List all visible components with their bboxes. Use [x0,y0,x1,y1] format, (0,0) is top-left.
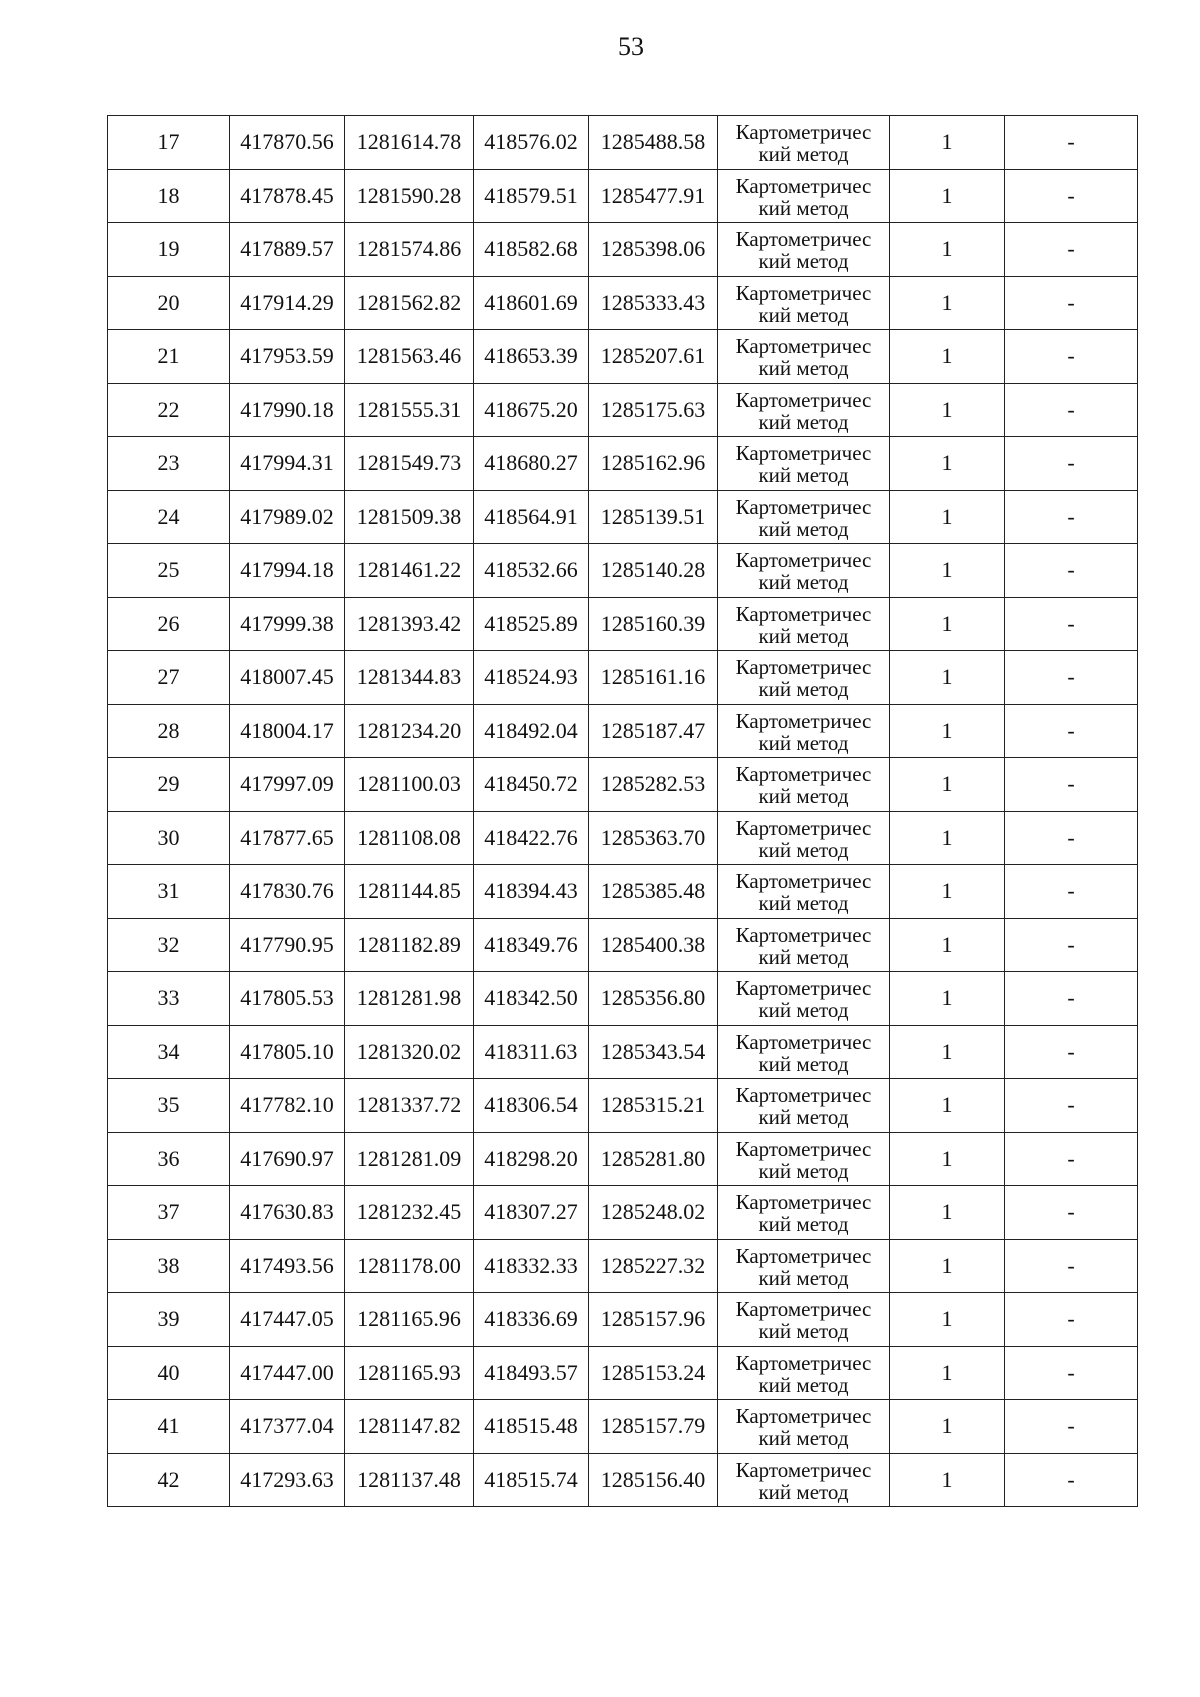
method-line-1: Картометричес [735,441,872,466]
method-line-2: кий метод [758,677,849,702]
note-cell: - [1005,1293,1138,1347]
accuracy-cell: 1 [890,330,1005,384]
x1-cell: 417997.09 [230,758,345,812]
method-line-1: Картометричес [735,976,872,1001]
method-cell [718,1400,890,1454]
x1-cell: 417377.04 [230,1400,345,1454]
point-number-cell: 35 [108,1079,230,1133]
note-cell: - [1005,597,1138,651]
method-cell [718,330,890,384]
x1-cell: 417994.18 [230,544,345,598]
note-cell: - [1005,437,1138,491]
table-row [108,918,1138,972]
method-line-2: кий метод [758,1479,849,1504]
method-cell [718,1346,890,1400]
accuracy-cell: 1 [890,1025,1005,1079]
x1-cell: 417805.53 [230,972,345,1026]
note-cell: - [1005,1239,1138,1293]
x1-cell: 417914.29 [230,276,345,330]
method-line-1: Картометричес [735,1297,872,1322]
y1-cell: 1281281.98 [345,972,474,1026]
method-line-1: Картометричес [735,548,872,573]
accuracy-cell: 1 [890,1293,1005,1347]
y1-cell: 1281178.00 [345,1239,474,1293]
y2-cell: 1285363.70 [589,811,718,865]
method-line-2: кий метод [758,891,849,916]
method-cell [718,1132,890,1186]
table-row [108,1453,1138,1507]
method-line-1: Картометричес [735,494,872,519]
note-cell: - [1005,1025,1138,1079]
x2-cell: 418307.27 [474,1186,589,1240]
table-row [108,276,1138,330]
x2-cell: 418349.76 [474,918,589,972]
method-line-1: Картометричес [735,815,872,840]
accuracy-cell: 1 [890,490,1005,544]
method-line-1: Картометричес [735,1136,872,1161]
method-cell [718,1186,890,1240]
y1-cell: 1281137.48 [345,1453,474,1507]
method-line-2: кий метод [758,463,849,488]
note-cell: - [1005,1132,1138,1186]
table-row [108,116,1138,170]
point-number-cell: 19 [108,223,230,277]
y2-cell: 1285157.79 [589,1400,718,1454]
method-cell [718,276,890,330]
point-number-cell: 33 [108,972,230,1026]
x2-cell: 418601.69 [474,276,589,330]
method-line-2: кий метод [758,944,849,969]
method-line-2: кий метод [758,570,849,595]
accuracy-cell: 1 [890,972,1005,1026]
note-cell: - [1005,383,1138,437]
table-row [108,1239,1138,1293]
y2-cell: 1285207.61 [589,330,718,384]
method-line-2: кий метод [758,142,849,167]
x1-cell: 417999.38 [230,597,345,651]
note-cell: - [1005,169,1138,223]
method-line-1: Картометричес [735,1457,872,1482]
method-cell [718,704,890,758]
y1-cell: 1281144.85 [345,865,474,919]
accuracy-cell: 1 [890,811,1005,865]
method-line-2: кий метод [758,784,849,809]
y2-cell: 1285139.51 [589,490,718,544]
x2-cell: 418675.20 [474,383,589,437]
accuracy-cell: 1 [890,918,1005,972]
x1-cell: 417630.83 [230,1186,345,1240]
table-row [108,704,1138,758]
table-row [108,865,1138,919]
x1-cell: 417790.95 [230,918,345,972]
y2-cell: 1285282.53 [589,758,718,812]
note-cell: - [1005,1346,1138,1400]
method-line-2: кий метод [758,1212,849,1237]
method-line-1: Картометричес [735,708,872,733]
y2-cell: 1285385.48 [589,865,718,919]
point-number-cell: 29 [108,758,230,812]
y1-cell: 1281555.31 [345,383,474,437]
y2-cell: 1285356.80 [589,972,718,1026]
x1-cell: 417447.05 [230,1293,345,1347]
method-cell [718,383,890,437]
point-number-cell: 39 [108,1293,230,1347]
accuracy-cell: 1 [890,169,1005,223]
x2-cell: 418422.76 [474,811,589,865]
table-row [108,223,1138,277]
x1-cell: 417878.45 [230,169,345,223]
note-cell: - [1005,704,1138,758]
method-line-2: кий метод [758,195,849,220]
x2-cell: 418450.72 [474,758,589,812]
accuracy-cell: 1 [890,223,1005,277]
method-line-1: Картометричес [735,655,872,680]
table-row [108,1293,1138,1347]
accuracy-cell: 1 [890,1186,1005,1240]
y1-cell: 1281165.96 [345,1293,474,1347]
x2-cell: 418564.91 [474,490,589,544]
method-cell [718,865,890,919]
x1-cell: 417889.57 [230,223,345,277]
method-line-1: Картометричес [735,173,872,198]
x2-cell: 418311.63 [474,1025,589,1079]
accuracy-cell: 1 [890,1079,1005,1133]
point-number-cell: 34 [108,1025,230,1079]
x2-cell: 418579.51 [474,169,589,223]
y2-cell: 1285153.24 [589,1346,718,1400]
x2-cell: 418493.57 [474,1346,589,1400]
method-line-1: Картометричес [735,1350,872,1375]
x2-cell: 418524.93 [474,651,589,705]
note-cell: - [1005,918,1138,972]
method-cell [718,918,890,972]
table-row [108,330,1138,384]
table-row [108,437,1138,491]
coordinates-table [107,115,1138,1507]
y1-cell: 1281232.45 [345,1186,474,1240]
x2-cell: 418492.04 [474,704,589,758]
accuracy-cell: 1 [890,704,1005,758]
y2-cell: 1285398.06 [589,223,718,277]
accuracy-cell: 1 [890,758,1005,812]
method-cell [718,758,890,812]
point-number-cell: 24 [108,490,230,544]
note-cell: - [1005,972,1138,1026]
point-number-cell: 18 [108,169,230,223]
table-row [108,383,1138,437]
point-number-cell: 32 [108,918,230,972]
point-number-cell: 42 [108,1453,230,1507]
y1-cell: 1281320.02 [345,1025,474,1079]
method-line-1: Картометричес [735,1404,872,1429]
method-line-1: Картометричес [735,227,872,252]
method-cell [718,597,890,651]
y1-cell: 1281344.83 [345,651,474,705]
x2-cell: 418525.89 [474,597,589,651]
x2-cell: 418653.39 [474,330,589,384]
method-line-1: Картометричес [735,922,872,947]
method-cell [718,972,890,1026]
point-number-cell: 36 [108,1132,230,1186]
point-number-cell: 38 [108,1239,230,1293]
y2-cell: 1285315.21 [589,1079,718,1133]
accuracy-cell: 1 [890,651,1005,705]
y2-cell: 1285400.38 [589,918,718,972]
method-line-2: кий метод [758,730,849,755]
x1-cell: 417293.63 [230,1453,345,1507]
y2-cell: 1285227.32 [589,1239,718,1293]
accuracy-cell: 1 [890,597,1005,651]
accuracy-cell: 1 [890,544,1005,598]
x2-cell: 418342.50 [474,972,589,1026]
x1-cell: 417493.56 [230,1239,345,1293]
x2-cell: 418515.48 [474,1400,589,1454]
method-line-1: Картометричес [735,762,872,787]
x1-cell: 417989.02 [230,490,345,544]
note-cell: - [1005,1079,1138,1133]
note-cell: - [1005,276,1138,330]
point-number-cell: 31 [108,865,230,919]
y1-cell: 1281165.93 [345,1346,474,1400]
table-row [108,1132,1138,1186]
y2-cell: 1285157.96 [589,1293,718,1347]
x1-cell: 417690.97 [230,1132,345,1186]
x2-cell: 418582.68 [474,223,589,277]
note-cell: - [1005,544,1138,598]
note-cell: - [1005,758,1138,812]
y1-cell: 1281147.82 [345,1400,474,1454]
method-line-2: кий метод [758,1158,849,1183]
point-number-cell: 41 [108,1400,230,1454]
y2-cell: 1285333.43 [589,276,718,330]
table-row [108,758,1138,812]
table-row [108,169,1138,223]
method-line-2: кий метод [758,998,849,1023]
y1-cell: 1281590.28 [345,169,474,223]
y2-cell: 1285477.91 [589,169,718,223]
method-line-2: кий метод [758,1426,849,1451]
accuracy-cell: 1 [890,865,1005,919]
method-line-2: кий метод [758,302,849,327]
x2-cell: 418576.02 [474,116,589,170]
point-number-cell: 20 [108,276,230,330]
x1-cell: 417953.59 [230,330,345,384]
table-row [108,1025,1138,1079]
accuracy-cell: 1 [890,276,1005,330]
point-number-cell: 21 [108,330,230,384]
x1-cell: 418007.45 [230,651,345,705]
y1-cell: 1281182.89 [345,918,474,972]
method-cell [718,1079,890,1133]
x1-cell: 417805.10 [230,1025,345,1079]
method-cell [718,1293,890,1347]
method-cell [718,544,890,598]
y1-cell: 1281461.22 [345,544,474,598]
method-line-2: кий метод [758,1105,849,1130]
x2-cell: 418394.43 [474,865,589,919]
point-number-cell: 17 [108,116,230,170]
x2-cell: 418515.74 [474,1453,589,1507]
accuracy-cell: 1 [890,383,1005,437]
table-row [108,1400,1138,1454]
y1-cell: 1281562.82 [345,276,474,330]
method-line-2: кий метод [758,249,849,274]
table-row [108,651,1138,705]
point-number-cell: 30 [108,811,230,865]
method-line-1: Картометричес [735,1190,872,1215]
y2-cell: 1285175.63 [589,383,718,437]
method-cell [718,437,890,491]
y2-cell: 1285156.40 [589,1453,718,1507]
table-row [108,544,1138,598]
note-cell: - [1005,865,1138,919]
x1-cell: 418004.17 [230,704,345,758]
point-number-cell: 26 [108,597,230,651]
accuracy-cell: 1 [890,116,1005,170]
y1-cell: 1281281.09 [345,1132,474,1186]
x2-cell: 418332.33 [474,1239,589,1293]
method-line-2: кий метод [758,409,849,434]
y1-cell: 1281337.72 [345,1079,474,1133]
y1-cell: 1281509.38 [345,490,474,544]
y2-cell: 1285160.39 [589,597,718,651]
accuracy-cell: 1 [890,1346,1005,1400]
y1-cell: 1281614.78 [345,116,474,170]
table-row [108,1346,1138,1400]
method-line-1: Картометричес [735,1029,872,1054]
note-cell: - [1005,1453,1138,1507]
method-line-1: Картометричес [735,601,872,626]
table-row [108,811,1138,865]
x2-cell: 418336.69 [474,1293,589,1347]
method-cell [718,169,890,223]
method-line-2: кий метод [758,1265,849,1290]
accuracy-cell: 1 [890,437,1005,491]
method-line-1: Картометричес [735,120,872,145]
point-number-cell: 40 [108,1346,230,1400]
point-number-cell: 37 [108,1186,230,1240]
y2-cell: 1285187.47 [589,704,718,758]
method-line-1: Картометричес [735,1243,872,1268]
y1-cell: 1281108.08 [345,811,474,865]
x1-cell: 417994.31 [230,437,345,491]
note-cell: - [1005,330,1138,384]
y2-cell: 1285248.02 [589,1186,718,1240]
x1-cell: 417877.65 [230,811,345,865]
note-cell: - [1005,116,1138,170]
x1-cell: 417830.76 [230,865,345,919]
page-number: 53 [618,32,644,61]
method-line-2: кий метод [758,623,849,648]
y1-cell: 1281563.46 [345,330,474,384]
method-cell [718,1453,890,1507]
method-line-1: Картометричес [735,280,872,305]
point-number-cell: 28 [108,704,230,758]
accuracy-cell: 1 [890,1453,1005,1507]
y1-cell: 1281549.73 [345,437,474,491]
note-cell: - [1005,490,1138,544]
method-cell [718,490,890,544]
y1-cell: 1281100.03 [345,758,474,812]
table-row [108,1079,1138,1133]
method-line-2: кий метод [758,837,849,862]
accuracy-cell: 1 [890,1239,1005,1293]
x2-cell: 418306.54 [474,1079,589,1133]
note-cell: - [1005,651,1138,705]
method-line-1: Картометричес [735,334,872,359]
x2-cell: 418680.27 [474,437,589,491]
accuracy-cell: 1 [890,1132,1005,1186]
x1-cell: 417447.00 [230,1346,345,1400]
accuracy-cell: 1 [890,1400,1005,1454]
y1-cell: 1281574.86 [345,223,474,277]
table-row [108,972,1138,1026]
method-line-1: Картометричес [735,869,872,894]
method-line-1: Картометричес [735,387,872,412]
x1-cell: 417782.10 [230,1079,345,1133]
y2-cell: 1285488.58 [589,116,718,170]
method-line-2: кий метод [758,1051,849,1076]
y2-cell: 1285281.80 [589,1132,718,1186]
point-number-cell: 25 [108,544,230,598]
method-cell [718,1239,890,1293]
y2-cell: 1285343.54 [589,1025,718,1079]
table-row [108,490,1138,544]
x2-cell: 418532.66 [474,544,589,598]
method-cell [718,223,890,277]
note-cell: - [1005,223,1138,277]
table-row [108,1186,1138,1240]
y1-cell: 1281393.42 [345,597,474,651]
y2-cell: 1285162.96 [589,437,718,491]
table-row [108,597,1138,651]
method-line-1: Картометричес [735,1083,872,1108]
note-cell: - [1005,811,1138,865]
note-cell: - [1005,1400,1138,1454]
y2-cell: 1285161.16 [589,651,718,705]
method-line-2: кий метод [758,1372,849,1397]
method-cell [718,651,890,705]
x1-cell: 417870.56 [230,116,345,170]
method-cell [718,116,890,170]
note-cell: - [1005,1186,1138,1240]
y1-cell: 1281234.20 [345,704,474,758]
x1-cell: 417990.18 [230,383,345,437]
y2-cell: 1285140.28 [589,544,718,598]
table-body [108,116,1138,1507]
x2-cell: 418298.20 [474,1132,589,1186]
method-line-2: кий метод [758,356,849,381]
method-line-2: кий метод [758,1319,849,1344]
point-number-cell: 27 [108,651,230,705]
point-number-cell: 22 [108,383,230,437]
method-cell [718,1025,890,1079]
method-cell [718,811,890,865]
point-number-cell: 23 [108,437,230,491]
method-line-2: кий метод [758,516,849,541]
